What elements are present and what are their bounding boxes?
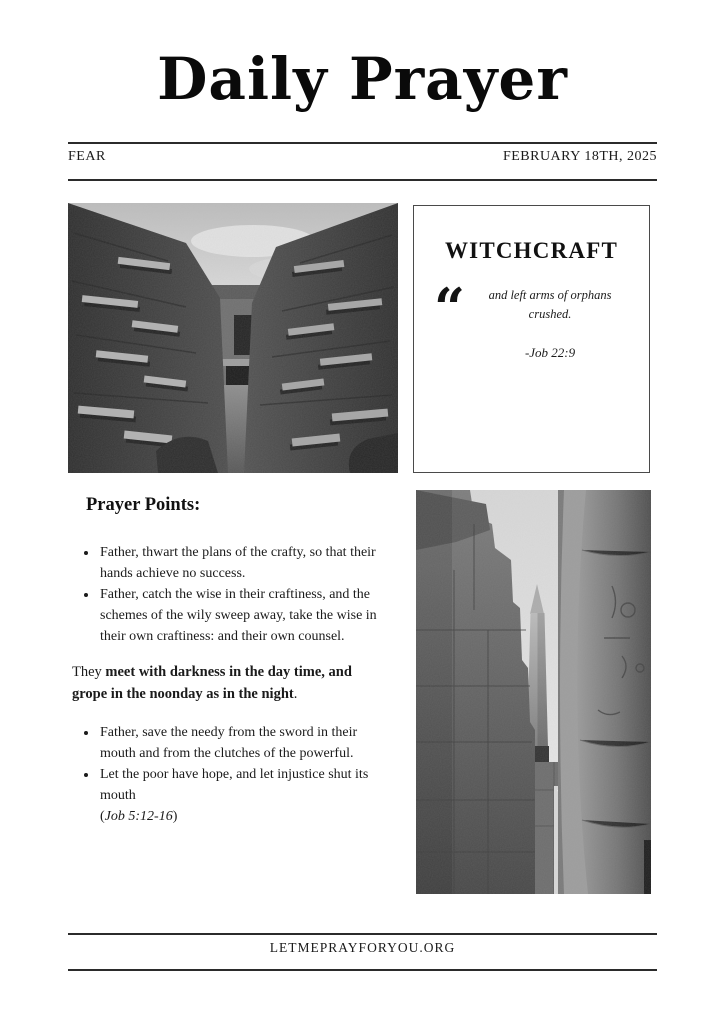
prayer-list-two bbox=[70, 722, 386, 827]
quote-icon: “ bbox=[434, 276, 466, 340]
prayer-item: • Father, thwart the plans of the crafty, so that their hands achieve no success. bbox=[98, 542, 386, 584]
ruins-photo bbox=[68, 203, 398, 473]
divider-top bbox=[68, 142, 657, 144]
quote-block bbox=[414, 276, 649, 361]
divider-footer-bottom bbox=[68, 969, 657, 971]
prayer-item bbox=[98, 764, 386, 827]
scripture-citation: Job 5:12-16 bbox=[104, 808, 173, 824]
citation-paren-open: ( bbox=[100, 808, 105, 824]
feature-box bbox=[413, 205, 650, 473]
prayer-item-text: Let the poor have hope, and let injustice shut its mouth bbox=[100, 766, 369, 803]
footer-url: LETMEPRAYFORYOU.ORG bbox=[269, 940, 456, 955]
emphasis-bold: meet with darkness in the day time, and grope in the noonday as in the night bbox=[72, 664, 352, 703]
dateline bbox=[68, 149, 657, 165]
divider-footer-top bbox=[68, 933, 657, 935]
emphasis-suffix: . bbox=[293, 686, 298, 703]
masthead-title: Daily Prayer bbox=[157, 45, 568, 113]
karnak-photo bbox=[416, 490, 651, 894]
prayer-item: • Father, catch the wise in their craftiness, and the schemes of the wily sweep away, take the wise in their own craftiness: and their own counsel. bbox=[98, 584, 386, 647]
divider-dateline bbox=[68, 179, 657, 181]
feature-citation: -Job 22:9 bbox=[524, 344, 576, 360]
prayer-points-section bbox=[70, 495, 386, 827]
citation-paren-close: ) bbox=[172, 808, 178, 824]
emphasis-paragraph bbox=[72, 661, 386, 706]
prayer-list-one bbox=[70, 542, 386, 647]
quote-column bbox=[465, 286, 635, 361]
issue-date: FEBRUARY 18TH, 2025 bbox=[502, 149, 657, 164]
prayer-item: • Father, save the needy from the sword in their mouth and from the clutches of the powerful. bbox=[98, 722, 386, 764]
prayer-points-heading: Prayer Points: bbox=[86, 495, 201, 515]
topic-label: FEAR bbox=[68, 149, 106, 164]
emphasis-prefix: They bbox=[72, 664, 106, 680]
feature-title: WITCHCRAFT bbox=[444, 238, 618, 263]
feature-quote: and left arms of orphans crushed. bbox=[488, 288, 612, 322]
